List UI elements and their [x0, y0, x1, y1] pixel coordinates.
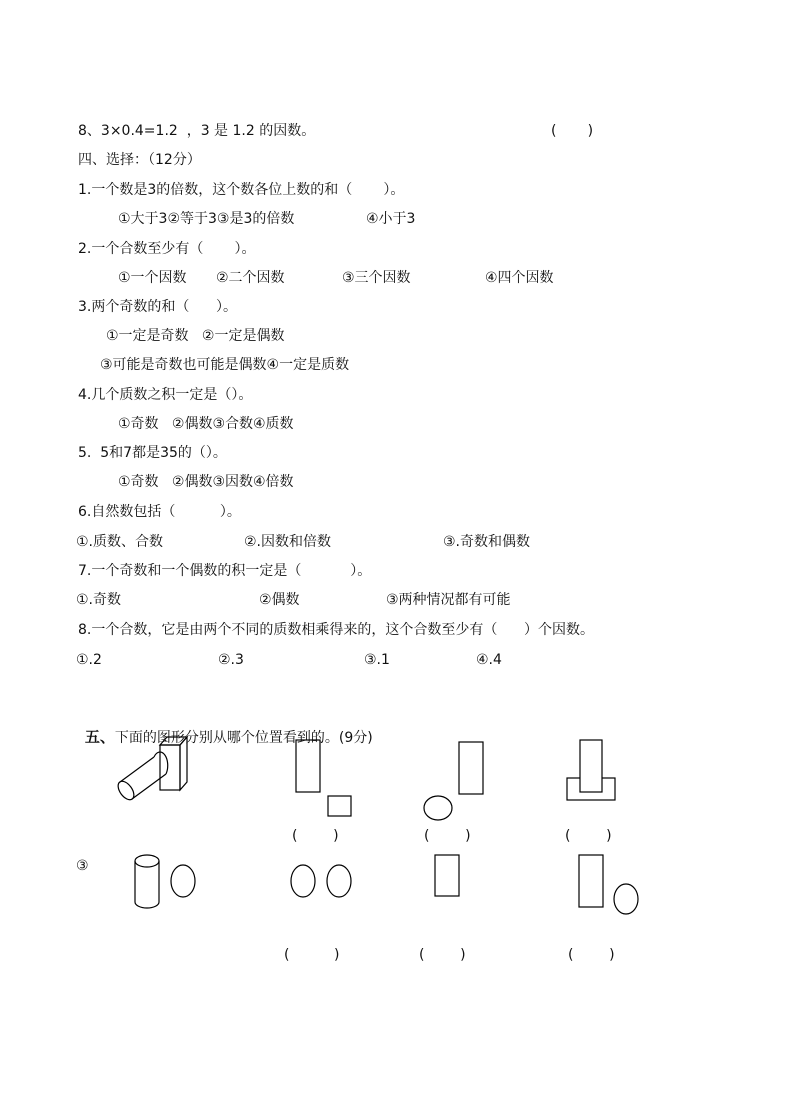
row1-answer-bracket-3[interactable]: ( ) [565, 828, 612, 844]
q4-option[interactable]: ①奇数 ②偶数③合数④质数 [118, 416, 294, 432]
section4-title: 四、选择：（12分） [78, 152, 201, 168]
q7-stem: 7.一个奇数和一个偶数的积一定是（ ）。 [78, 563, 372, 579]
q2-stem: 2.一个合数至少有（ ）。 [78, 241, 256, 257]
q3-stem: 3.两个奇数的和（ ）。 [78, 299, 238, 315]
q3-option[interactable]: ③可能是奇数也可能是偶数④一定是质数 [100, 357, 350, 373]
row2-label: ③ [76, 858, 89, 874]
q6-stem: 6.自然数包括（ ）。 [78, 504, 241, 520]
q5-option[interactable]: ①奇数 ②偶数③因数④倍数 [118, 474, 294, 490]
cylinder-and-cuboid-figure [110, 735, 200, 805]
q7-option[interactable]: ①.奇数 [76, 592, 122, 608]
q1-stem: 1.一个数是3的倍数，这个数各位上数的和（ ）。 [78, 182, 405, 198]
q2-option[interactable]: ①一个因数 [118, 270, 187, 286]
q8-stem: 8.一个合数，它是由两个不同的质数相乘得来的，这个合数至少有（ ）个因数。 [78, 622, 595, 638]
q8-option[interactable]: ③.1 [364, 652, 390, 668]
q8-option[interactable]: ④.4 [476, 652, 502, 668]
view-rect-and-ellipse [577, 853, 643, 917]
row2-answer-bracket-3[interactable]: ( ) [568, 947, 615, 963]
q2-option[interactable]: ②二个因数 [216, 270, 285, 286]
q3-option[interactable]: ①一定是奇数 ②一定是偶数 [106, 328, 285, 344]
q5-stem: 5. 5和7都是35的（）。 [78, 445, 227, 461]
q4-stem: 4.几个质数之积一定是（）。 [78, 387, 253, 403]
view-rect-with-ellipse [422, 740, 488, 824]
q6-option[interactable]: ②.因数和倍数 [244, 534, 332, 550]
row1-answer-bracket-2[interactable]: ( ) [424, 828, 471, 844]
q1-option[interactable]: ①大于3②等于3③是3的倍数 [118, 211, 295, 227]
row1-answer-bracket-1[interactable]: ( ) [292, 828, 339, 844]
judge-q8-bracket[interactable]: ( ) [551, 123, 594, 139]
section5-title-prefix: 五、 [84, 728, 115, 746]
q6-option[interactable]: ①.质数、合数 [76, 534, 164, 550]
q8-option[interactable]: ①.2 [76, 652, 102, 668]
row2-answer-bracket-2[interactable]: ( ) [419, 947, 466, 963]
q7-option[interactable]: ②偶数 [259, 592, 300, 608]
q1-option[interactable]: ④小于3 [366, 211, 416, 227]
section5-title-text: 下面的图形分别从哪个位置看到的。(9分) [114, 730, 373, 746]
cylinder-and-ball-figure [132, 852, 202, 912]
row2-answer-bracket-1[interactable]: ( ) [284, 947, 340, 963]
q2-option[interactable]: ③三个因数 [342, 270, 411, 286]
view-rect-on-base [565, 738, 617, 804]
view-tall-rect-with-small-square [294, 738, 354, 820]
q7-option[interactable]: ③两种情况都有可能 [386, 592, 511, 608]
q8-option[interactable]: ②.3 [218, 652, 244, 668]
view-two-ellipses [288, 862, 354, 900]
judge-q8-text: 8、3×0.4=1.2 ，3 是 1.2 的因数。 [78, 123, 316, 139]
view-single-rect [433, 853, 463, 899]
q2-option[interactable]: ④四个因数 [485, 270, 554, 286]
q6-option[interactable]: ③.奇数和偶数 [443, 534, 531, 550]
